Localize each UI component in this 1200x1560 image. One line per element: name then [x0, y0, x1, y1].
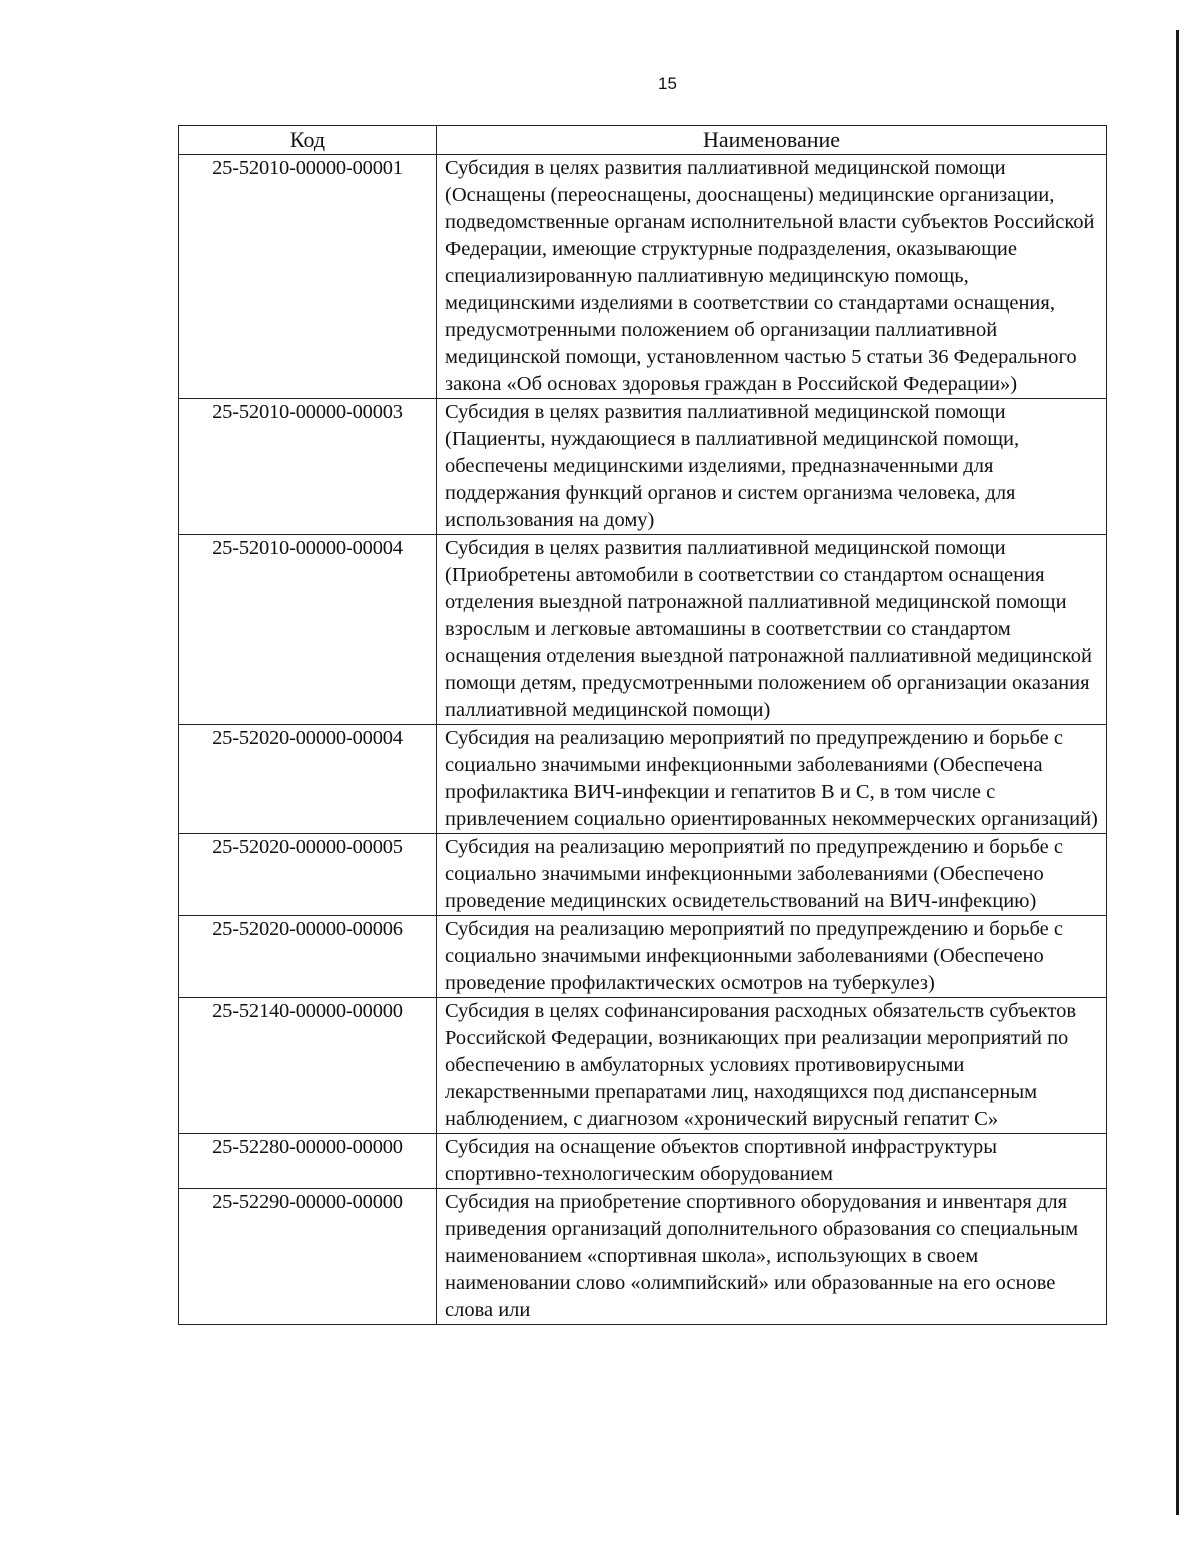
- row-code: 25-52010-00000-00001: [179, 155, 437, 399]
- table-header-row: [179, 126, 1107, 155]
- row-code: 25-52280-00000-00000: [179, 1134, 437, 1189]
- row-name: Субсидия на приобретение спортивного оборудования и инвентаря для приведения организаций дополнительного образования со специальным наименованием «спортивная школа», использующих в своем наименовании слово «олимпийский» или образованные на его основе слова или: [437, 1189, 1107, 1325]
- header-name: Наименование: [437, 126, 1107, 155]
- table-row: [179, 725, 1107, 834]
- table-row: [179, 535, 1107, 725]
- table-row: [179, 1189, 1107, 1325]
- table-row: [179, 998, 1107, 1134]
- row-name: Субсидия в целях софинансирования расходных обязательств субъектов Российской Федерации, возникающих при реализации мероприятий по обеспечению в амбулаторных условиях противовирусными лекарственными препаратами лиц, находящихся под диспансерным наблюдением, с диагнозом «хронический вирусный гепатит С»: [437, 998, 1107, 1134]
- row-name: Субсидия на оснащение объектов спортивной инфраструктуры спортивно-технологическим оборудованием: [437, 1134, 1107, 1189]
- table-row: [179, 399, 1107, 535]
- row-code: 25-52020-00000-00004: [179, 725, 437, 834]
- row-name: Субсидия в целях развития паллиативной медицинской помощи (Приобретены автомобили в соответствии со стандартом оснащения отделения выездной патронажной паллиативной медицинской помощи взрослым и легковые автомашины в соответствии со стандартом оснащения отделения выездной патронажной паллиативной медицинской помощи детям, предусмотренными положением об организации оказания паллиативной медицинской помощи): [437, 535, 1107, 725]
- row-code: 25-52010-00000-00003: [179, 399, 437, 535]
- row-name: Субсидия в целях развития паллиативной медицинской помощи (Пациенты, нуждающиеся в паллиативной медицинской помощи, обеспечены медицинскими изделиями, предназначенными для поддержания функций органов и систем организма человека, для использования на дому): [437, 399, 1107, 535]
- table-row: [179, 1134, 1107, 1189]
- page-number: 15: [658, 74, 677, 93]
- header-code: Код: [179, 126, 437, 155]
- row-code: 25-52140-00000-00000: [179, 998, 437, 1134]
- row-code: 25-52020-00000-00006: [179, 916, 437, 998]
- table-row: [179, 916, 1107, 998]
- row-name: Субсидия в целях развития паллиативной медицинской помощи (Оснащены (переоснащены, дооснащены) медицинские организации, подведомственные органам исполнительной власти субъектов Российской Федерации, имеющие структурные подразделения, оказывающие специализированную паллиативную медицинскую помощь, медицинскими изделиями в соответствии со стандартами оснащения, предусмотренными положением об организации паллиативной медицинской помощи, установленном частью 5 статьи 36 Федерального закона «Об основах здоровья граждан в Российской Федерации»): [437, 155, 1107, 399]
- table-row: [179, 155, 1107, 399]
- codes-table: [178, 125, 1107, 1325]
- scan-edge-line: [1176, 30, 1179, 1515]
- table-row: [179, 834, 1107, 916]
- row-code: 25-52290-00000-00000: [179, 1189, 437, 1325]
- row-name: Субсидия на реализацию мероприятий по предупреждению и борьбе с социально значимыми инфекционными заболеваниями (Обеспечено проведение медицинских освидетельствований на ВИЧ-инфекцию): [437, 834, 1107, 916]
- row-code: 25-52020-00000-00005: [179, 834, 437, 916]
- row-name: Субсидия на реализацию мероприятий по предупреждению и борьбе с социально значимыми инфекционными заболеваниями (Обеспечено проведение профилактических осмотров на туберкулез): [437, 916, 1107, 998]
- row-code: 25-52010-00000-00004: [179, 535, 437, 725]
- row-name: Субсидия на реализацию мероприятий по предупреждению и борьбе с социально значимыми инфекционными заболеваниями (Обеспечена профилактика ВИЧ-инфекции и гепатитов B и C, в том числе с привлечением социально ориентированных некоммерческих организаций): [437, 725, 1107, 834]
